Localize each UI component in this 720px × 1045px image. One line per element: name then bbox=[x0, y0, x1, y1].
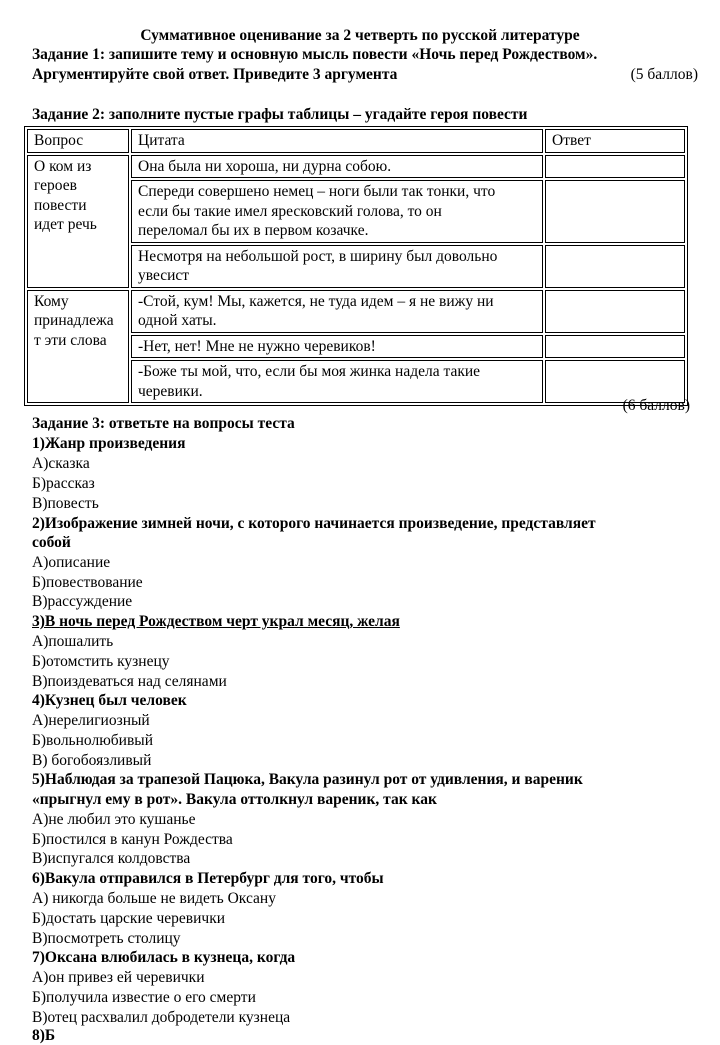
answer-option[interactable]: А)не любил это кушанье bbox=[32, 811, 196, 828]
quote-cell bbox=[131, 335, 543, 359]
answer-option[interactable]: В)отец расхвалил добродетели кузнеца bbox=[32, 1009, 291, 1026]
question-5-cont: «прыгнул ему в рот». Вакула оттолкнул вареник, так как bbox=[32, 791, 437, 808]
group2-question-line: Кому bbox=[34, 292, 69, 310]
answer-option[interactable]: Б)вольнолюбивый bbox=[32, 732, 153, 749]
answer-cell[interactable] bbox=[545, 155, 685, 179]
quote-line: черевики. bbox=[138, 382, 203, 400]
quote-line: одной хаты. bbox=[138, 312, 217, 329]
col-answer-header: Ответ bbox=[545, 129, 685, 153]
answer-option[interactable]: Б)получила известие о его смерти bbox=[32, 989, 256, 1006]
question-1: 1)Жанр произведения bbox=[32, 435, 186, 452]
answer-option[interactable]: В)поиздеваться над селянами bbox=[32, 673, 227, 690]
task1-points: (5 баллов) bbox=[630, 66, 698, 83]
answer-cell[interactable] bbox=[545, 335, 685, 359]
answer-option[interactable]: А)нерелигиозный bbox=[32, 712, 150, 729]
quote-line: Спереди совершено немец – ноги были так тонки, что bbox=[138, 183, 496, 200]
quote-line: Несмотря на небольшой рост, в ширину был довольно bbox=[138, 247, 498, 265]
group1-question-line: повести bbox=[34, 196, 87, 214]
table-row bbox=[27, 155, 685, 179]
answer-option[interactable]: А)он привез ей черевички bbox=[32, 969, 205, 986]
answer-option[interactable]: А)пошалить bbox=[32, 633, 114, 650]
answer-cell[interactable] bbox=[545, 290, 685, 333]
answer-option[interactable]: Б)повествование bbox=[32, 574, 143, 591]
question-3: 3)В ночь перед Рождеством черт украл месяц, желая bbox=[32, 613, 400, 630]
question-2-cont: собой bbox=[32, 534, 71, 551]
question-8-partial: 8)Б bbox=[32, 1027, 56, 1044]
col-question-header: Вопрос bbox=[27, 129, 129, 153]
group2-question-line: т эти слова bbox=[34, 331, 107, 349]
group1-question bbox=[27, 155, 129, 288]
answer-option[interactable]: А) никогда больше не видеть Оксану bbox=[32, 890, 276, 907]
question-5: 5)Наблюдая за трапезой Пацюка, Вакула разинул рот от удивления, и вареник bbox=[32, 771, 583, 788]
col-quote-header: Цитата bbox=[131, 129, 543, 153]
task2-heading: Задание 2: заполните пустые графы таблицы – угадайте героя повести bbox=[32, 106, 528, 123]
group2-question bbox=[27, 290, 129, 404]
group1-question-line: героев bbox=[34, 177, 77, 194]
task3-heading: Задание 3: ответьте на вопросы теста bbox=[32, 415, 295, 432]
quote-line: переломал бы их в первом козачке. bbox=[138, 222, 369, 239]
page-title: Суммативное оценивание за 2 четверть по русской литературе bbox=[140, 27, 580, 44]
group1-question-line: О ком из bbox=[34, 157, 92, 175]
answer-option[interactable]: Б)отомстить кузнецу bbox=[32, 653, 170, 670]
answer-option[interactable]: В)посмотреть столицу bbox=[32, 930, 181, 947]
task1-line1: Задание 1: запишите тему и основную мысль повести «Ночь перед Рождеством». bbox=[32, 46, 598, 63]
hero-table bbox=[24, 126, 688, 406]
answer-option[interactable]: Б)рассказ bbox=[32, 475, 95, 492]
answer-option[interactable]: А)описание bbox=[32, 554, 111, 571]
table-row bbox=[27, 290, 685, 333]
quote-cell bbox=[131, 290, 543, 333]
quote-cell bbox=[131, 360, 543, 403]
quote-cell bbox=[131, 155, 543, 179]
answer-option[interactable]: Б)постился в канун Рождества bbox=[32, 831, 233, 848]
quote-line: увесист bbox=[138, 267, 190, 284]
question-7: 7)Оксана влюбилась в кузнеца, когда bbox=[32, 949, 296, 966]
group1-question-line: идет речь bbox=[34, 216, 97, 233]
answer-cell[interactable] bbox=[545, 245, 685, 288]
question-4: 4)Кузнец был человек bbox=[32, 692, 187, 709]
answer-option[interactable]: В)рассуждение bbox=[32, 593, 133, 610]
quote-line: -Боже ты мой, что, если бы моя жинка надела такие bbox=[138, 363, 481, 380]
quote-cell bbox=[131, 245, 543, 288]
answer-cell[interactable] bbox=[545, 180, 685, 243]
group2-question-line: принадлежа bbox=[34, 312, 114, 329]
answer-option[interactable]: Б)достать царские черевички bbox=[32, 910, 226, 927]
answer-option[interactable]: В)повесть bbox=[32, 495, 99, 512]
quote-line: -Стой, кум! Мы, кажется, не туда идем – я не вижу ни bbox=[138, 292, 494, 310]
answer-option[interactable]: В)испугался колдовства bbox=[32, 850, 191, 867]
quote-line: Она была ни хороша, ни дурна собою. bbox=[138, 157, 392, 175]
task1-line2: Аргументируйте свой ответ. Приведите 3 аргумента bbox=[32, 66, 398, 83]
quote-cell bbox=[131, 180, 543, 243]
task2-points: (6 баллов) bbox=[622, 397, 690, 414]
quote-line: -Нет, нет! Мне не нужно черевиков! bbox=[138, 337, 376, 355]
answer-option[interactable]: А)сказка bbox=[32, 455, 90, 472]
question-6: 6)Вакула отправился в Петербург для того, чтобы bbox=[32, 870, 384, 887]
answer-option[interactable]: В) богобоязливый bbox=[32, 752, 152, 769]
question-2: 2)Изображение зимней ночи, с которого начинается произведение, представляет bbox=[32, 515, 596, 532]
table-header-row bbox=[27, 129, 685, 153]
quote-line: если бы такие имел яресковский голова, то он bbox=[138, 202, 442, 220]
